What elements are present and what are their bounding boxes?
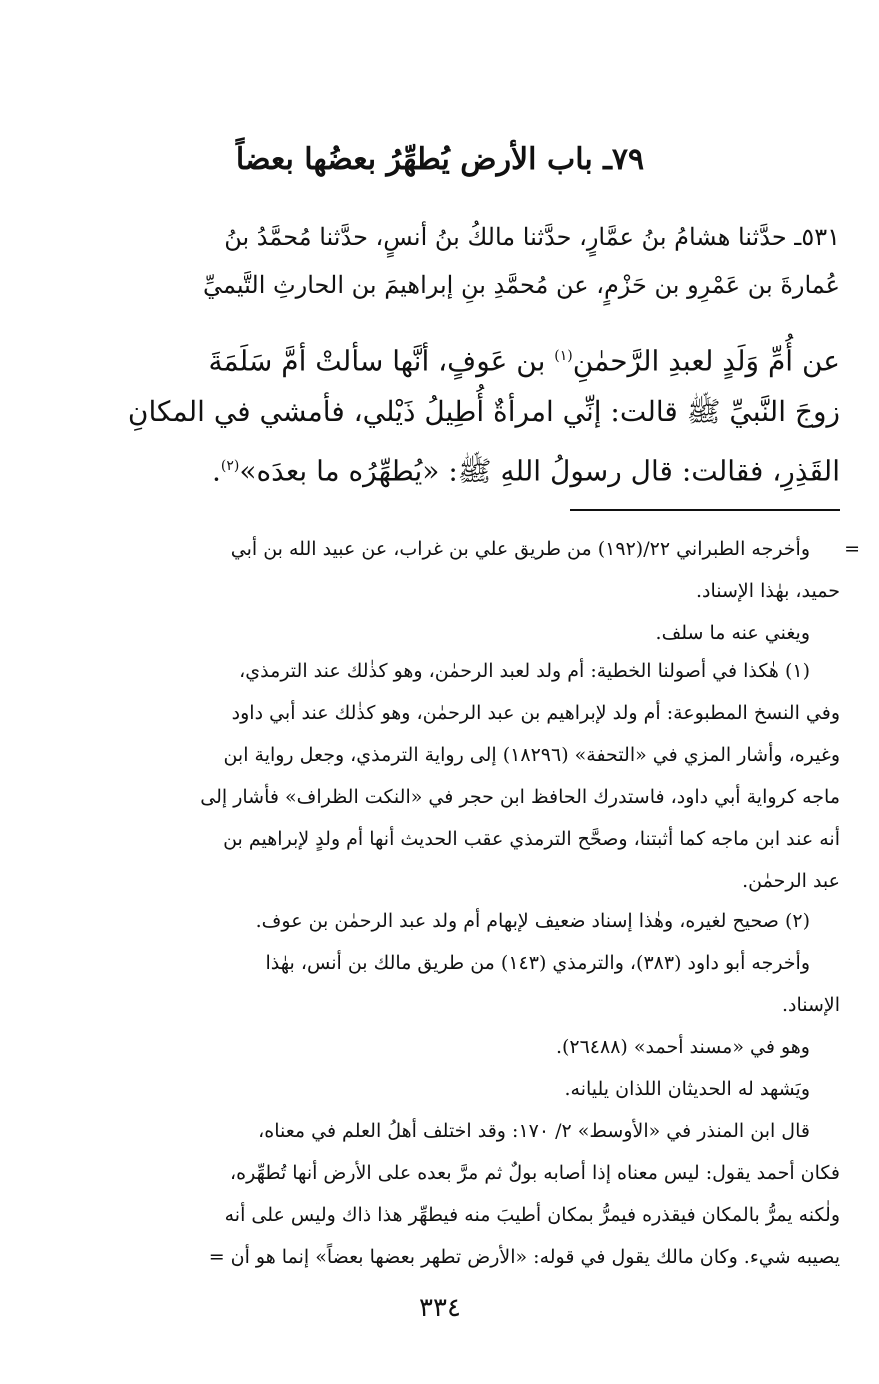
end-period: . [212, 454, 221, 488]
hadith-text-line [80, 336, 840, 381]
footnote-line: الإسناد. [781, 994, 840, 1016]
hadith-text-segment: القَذِرِ، فقالت: قال رسولُ اللهِ ﷺ: «يُطهِّرُه ما بعدَه» [239, 454, 840, 488]
footnote-line: حميد، بهٰذا الإسناد. [695, 580, 840, 602]
footnote-line: (٢) صحيح لغيره، وهٰذا إسناد ضعيف لإبهام أم ولد عبد الرحمٰن بن عوف. [255, 910, 810, 932]
hadith-chain-line: ٥٣١ـ حدَّثنا هشامُ بنُ عمَّارٍ، حدَّثنا مالكُ بنُ أنسٍ، حدَّثنا مُحمَّدُ بنُ [224, 223, 840, 251]
chapter-title: ٧٩ـ باب الأرض يُطهِّرُ بعضُها بعضاً [235, 142, 645, 177]
footnote-line: (١) هٰكذا في أصولنا الخطية: أم ولد لعبد الرحمٰن، وهو كذٰلك عند الترمذي، [239, 660, 810, 682]
hadith-text-line [80, 446, 840, 491]
footnote-line: وغيره، وأشار المزي في «التحفة» (١٨٢٩٦) إلى رواية الترمذي، وجعل رواية ابن [223, 744, 840, 766]
footnote-line: وأخرجه الطبراني ٢٢/(١٩٢) من طريق علي بن غراب، عن عبيد الله بن أبي [230, 538, 810, 560]
hadith-text-segment: عن أُمِّ وَلَدٍ لعبدِ الرَّحمٰنِ [572, 344, 840, 378]
footnote-line: ماجه كرواية أبي داود، فاستدرك الحافظ ابن حجر في «النكت الظراف» فأشار إلى [200, 786, 840, 808]
continuation-mark: = [844, 538, 860, 560]
footnote-line: ولٰكنه يمرُّ بالمكان فيقذره فيمرُّ بمكان أطيبَ منه فيطهِّر هذا ذاك وليس على أنه [224, 1204, 840, 1226]
page-number: ٣٣٤ [419, 1293, 461, 1323]
hadith-text-line: زوجَ النَّبيِّ ﷺ قالت: إنِّي امرأةٌ أُطِيلُ ذَيْلي، فأمشي في المكانِ [127, 395, 840, 428]
footnote-ref-1: (١) [554, 348, 573, 364]
footnote-line: أنه عند ابن ماجه كما أثبتنا، وصحَّح الترمذي عقب الحديث أنها أم ولدٍ لإبراهيم بن [223, 828, 840, 850]
page [40, 0, 860, 1384]
footnote-line: قال ابن المنذر في «الأوسط» ٢/ ١٧٠: وقد اختلف أهلُ العلم في معناه، [258, 1120, 810, 1142]
footnote-line: وهو في «مسند أحمد» (٢٦٤٨٨). [555, 1036, 810, 1058]
footnote-ref-2: (٢) [220, 458, 240, 474]
footnote-divider [570, 509, 840, 511]
hadith-text-segment: بن عَوفٍ، أنَّها سألتْ أمَّ سَلَمَةَ [208, 344, 546, 378]
footnote-line: عبد الرحمٰن. [742, 870, 840, 892]
footnote-line: فكان أحمد يقول: ليس معناه إذا أصابه بولٌ ثم مرَّ بعده على الأرض أنها تُطهِّره، [230, 1162, 840, 1184]
footnote-line: ويغني عنه ما سلف. [655, 622, 810, 644]
hadith-chain-line: عُمارةَ بن عَمْرِو بن حَزْمٍ، عن مُحمَّدِ بنِ إبراهيمَ بن الحارثِ التَّيميِّ [203, 271, 840, 299]
footnote-line: ويَشهد له الحديثان اللذان يليانه. [564, 1078, 810, 1100]
footnote-line: وأخرجه أبو داود (٣٨٣)، والترمذي (١٤٣) من طريق مالك بن أنس، بهٰذا [265, 952, 810, 974]
footnote-line: وفي النسخ المطبوعة: أم ولد لإبراهيم بن عبد الرحمٰن، وهو كذٰلك عند أبي داود [231, 702, 840, 724]
footnote-line: يصيبه شيء. وكان مالك يقول في قوله: «الأرض تطهر بعضها بعضاً» إنما هو أن = [208, 1246, 840, 1268]
